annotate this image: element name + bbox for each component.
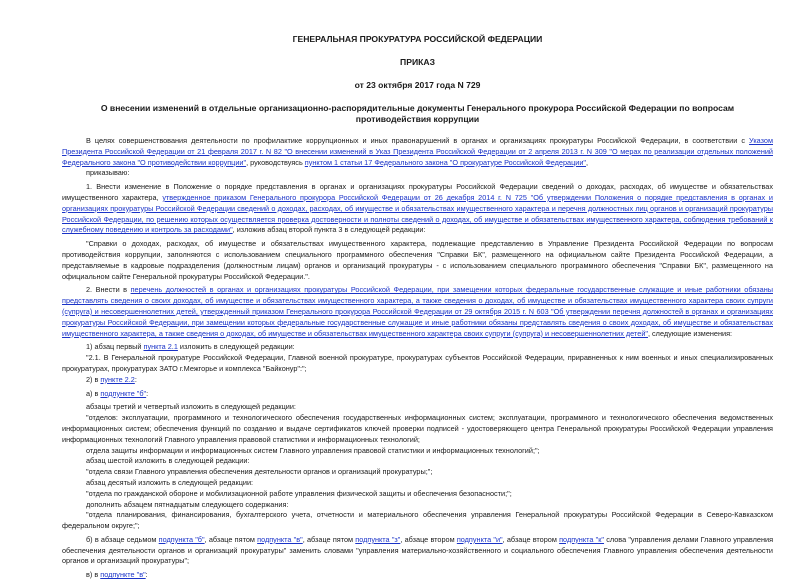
paragraph-abzac-6: абзац шестой изложить в следующей редакции: [86,456,250,466]
paragraph-sub-2: 2) в пункте 2.2: [86,374,137,384]
paragraph-quote-2-1: "2.1. В Генеральной прокуратуре Российской Федерации, Главной военной прокуратуре, прокуратурах субъектов Российской Федерации, приравненных к ним военных и иных специализированных прокуратурах, прокуратурах ЗАТО г.Межгорье и комплекса "Байконур":"; [62,353,773,373]
paragraph-sub-1: 1) абзац первый пункта 2.1 изложить в следующей редакции: [86,342,295,352]
org-name: ГЕНЕРАЛЬНАЯ ПРОКУРАТУРА РОССИЙСКОЙ ФЕДЕРАЦИИ [292,34,543,44]
document-title: О внесении изменений в отдельные организационно-распорядительные документы Генерального прокурора Российской Федерации по вопросам противодействия коррупции [100,103,735,124]
link-subpoint-b[interactable]: подпункте "б" [100,388,147,398]
link-subpoint-i[interactable]: подпункта "и" [456,534,503,544]
paragraph-sub-a: а) в подпункте "б": [86,388,149,398]
paragraph-quote-spravki: "Справки о доходах, расходах, об имуществе и обязательствах имущественного характера, подлежащие представлению в Управление Президента Российской Федерации по вопросам противодействия коррупции, заполняются с использованием специального программного обеспечения "Справки БК", размещенного на официальном сайте Президента Российской Федерации, а представляемые в кадровые подразделения (должностным лицам) органов и организаций прокуратуры - с использованием специального программного обеспечения "Справки БК", размещенного на официальном сайте Генеральной прокуратуры Российской Федерации.". [62,239,773,281]
link-decree-82[interactable]: Указом Президента Российской Федерации от 21 февраля 2017 г. N 82 "О внесении изменений в Указ Президента Российской Федерации от 2 апреля 2013 г. N 309 "О мерах по реализации отдельных положений Федерального закона "О противодействии коррупции" [62,136,773,167]
document-date: от 23 октября 2017 года N 729 [354,80,481,90]
paragraph-quote-zashchity: отдела защиты информации и информационных систем Главного управления правовой статистики и информационных технологий;"; [86,445,540,455]
paragraph-item-1: 1. Внести изменение в Положение о порядке представления в органах и организациях прокуратуры Российской Федерации сведений о доходах, расходах, об имуществе и обязательствах имущественного характера, утвержденное приказом Генерального прокурора Российской Федерации от 26 декабря 2014 г. N 725 "Об утверждении Положения о порядке представления в органах и организациях прокуратуры Российской Федерации сведений о доходах, расходах, об имуществе и обязательствах имущественного характера и перечня должностных лиц органов и организаций прокуратуры Российской Федерации, по решению которых осуществляется проверка достоверности и полноты сведений о доходах, об имуществе и обязательствах имущественного характера, соблюдения требований к служебному поведению и контроль за расходами", изложив абзац второй пункта 3 в следующей редакции: [62,182,773,235]
link-subpoint-b-2[interactable]: подпункта "б" [158,534,205,544]
paragraph-abzacy-3-4: абзацы третий и четвертый изложить в следующей редакции: [86,402,296,412]
paragraph-abzac-15: дополнить абзацем пятнадцатым следующего содержания: [86,499,289,509]
paragraph-quote-go: "отдела по гражданской обороне и мобилизационной работе управления физической защиты и обеспечения безопасности;"; [86,488,512,498]
link-law-article-17[interactable]: пунктом 1 статьи 17 Федерального закона "О прокуратуре Российской Федерации" [304,157,587,167]
link-order-725[interactable]: утвержденное приказом Генерального прокурора Российской Федерации от 26 декабря 2014 г. N 725 "Об утверждении Положения о порядке представления в органах и организациях прокуратуры Российской Федерации сведений о доходах, расходах, об имуществе и обязательствах имущественного характера и перечня должностных лиц органов и организаций прокуратуры Российской Федерации, по решению которых осуществляется проверка достоверности и полноты сведений о доходах, об имуществе и обязательствах имущественного характера, соблюдения требований к служебному поведению и контроль за расходами" [62,192,773,235]
paragraph-quote-svyazi: "отдела связи Главного управления обеспечения деятельности органов и организаций прокуратуры;"; [86,467,433,477]
link-subpoint-k[interactable]: подпункта "к" [559,534,605,544]
paragraph-abzac-10: абзац десятый изложить в следующей редакции: [86,477,254,487]
paragraph-preamble: В целях совершенствования деятельности по профилактике коррупционных и иных правонарушений в органах и организациях прокуратуры Российской Федерации, в соответствии с Указом Президента Российской Федерации от 21 февраля 2017 г. N 82 "О внесении изменений в Указ Президента Российской Федерации от 2 апреля 2013 г. N 309 "О мерах по реализации отдельных положений Федерального закона "О противодействии коррупции", руководствуясь пунктом 1 статьи 17 Федерального закона "О прокуратуре Российской Федерации", [62,136,773,167]
paragraph-quote-planirovaniya: "отдела планирования, финансирования, бухгалтерского учета, отчетности и материального обеспечения управления Генеральной прокуратуры Российской Федерации в Северо-Кавказском федеральном округе;"; [62,510,773,531]
link-point-2-1[interactable]: пункта 2.1 [143,342,178,352]
link-subpoint-v[interactable]: подпункта "в" [257,534,303,544]
link-subpoint-z[interactable]: подпункта "з" [355,534,401,544]
paragraph-sub-b: б) в абзаце седьмом подпункта "б", абзаце пятом подпункта "в", абзаце пятом подпункта "з", абзаце втором подпункта "и", абзаце втором подпункта "к" слова "управления делами Главного управления обеспечения деятельности органов и организаций прокуратуры" заменить словами "управления материально-хозяйственного и социального обеспечения Главного управления обеспечения деятельности органов и организаций прокуратуры"; [62,534,774,566]
paragraph-item-2: 2. Внести в перечень должностей в органах и организациях прокуратуры Российской Федерации, при замещении которых федеральные государственные служащие и иные работники обязаны представлять сведения о своих доходах, об имуществе и обязательствах имущественного характера, а также сведения о доходах, об имуществе и обязательствах имущественного характера своих супруги (супруга) и несовершеннолетних детей, утвержденный приказом Генерального прокурора Российской Федерации от 29 октября 2015 г. N 603 "Об утверждении перечня должностей в органах и организациях прокуратуры Российской Федерации, при замещении которых федеральные государственные служащие и иные работники обязаны представлять сведения о своих доходах, об имуществе и обязательствах имущественного характера, а также сведения о доходах, об имуществе и обязательствах имущественного характера своих супруги (супруга) и несовершеннолетних детей", следующие изменения: [62,285,773,338]
link-point-2-2[interactable]: пункте 2.2 [100,374,135,384]
paragraph-sub-v: в) в подпункте "в": [86,570,148,580]
link-subpoint-v-2[interactable]: подпункте "в" [100,570,146,580]
paragraph-quote-otdelov: "отделов: эксплуатации, программного и технологического обеспечения государственных информационных систем; эксплуатации, программного и технологического обеспечения ведомственных информационных систем; обеспечения функций по созданию и выдаче сертификатов ключей проверки подписей - удостоверяющего центра Генеральной прокуратуры Российской Федерации управления информационных технологий Главного управления правовой статистики и информационных технологий; [62,413,773,444]
document-kind: ПРИКАЗ [400,57,435,67]
link-list-603[interactable]: перечень должностей в органах и организациях прокуратуры Российской Федерации, при замещении которых федеральные государственные служащие и иные работники обязаны представлять сведения о своих доходах, об имуществе и обязательствах имущественного характера, а также сведения о доходах, об имуществе и обязательствах имущественного характера своих супруги (супруга) и несовершеннолетних детей, утвержденный приказом Генерального прокурора Российской Федерации от 29 октября 2015 г. N 603 "Об утверждении перечня должностей в органах и организациях прокуратуры Российской Федерации, при замещении которых федеральные государственные служащие и иные работники обязаны представлять сведения о своих доходах, об имуществе и обязательствах имущественного характера, а также сведения о доходах, об имуществе и обязательствах имущественного характера своих супруги (супруга) и несовершеннолетних детей" [62,285,773,338]
paragraph-orders: приказываю: [86,168,130,178]
